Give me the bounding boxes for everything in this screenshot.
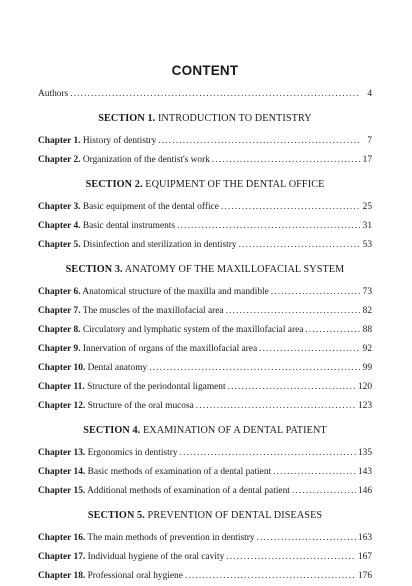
dot-leader <box>271 283 360 302</box>
chapter-number: Chapter 7. <box>38 306 81 316</box>
toc-title: CONTENT <box>171 63 239 78</box>
page-number: 146 <box>357 486 372 496</box>
chapter-number: Chapter 15. <box>38 486 86 496</box>
section-heading <box>38 416 372 444</box>
dot-leader <box>292 482 356 501</box>
dot-leader <box>305 321 360 340</box>
toc-entry-chapter[interactable] <box>38 217 372 236</box>
section-heading <box>38 104 372 132</box>
toc-entry-chapter[interactable] <box>38 340 372 359</box>
chapter-title: The main methods of prevention in dentistry <box>87 533 255 543</box>
chapter-number: Chapter 1. <box>38 136 81 146</box>
section-title: ANATOMY OF THE MAXILLOFACIAL SYSTEM <box>124 264 345 275</box>
chapter-title: Innervation of organs of the maxillofacial area <box>82 344 258 354</box>
chapter-number: Chapter 5. <box>38 240 81 250</box>
entry-label <box>38 444 178 463</box>
dot-leader <box>212 151 360 170</box>
chapter-title: Basic equipment of the dental office <box>82 202 219 212</box>
dot-leader <box>185 567 356 586</box>
chapter-title: Additional methods of examination of a dental patient <box>87 486 290 496</box>
page-number: 163 <box>357 533 372 543</box>
page-number: 7 <box>367 136 372 146</box>
dot-leader <box>177 217 360 236</box>
page-number: 88 <box>362 325 372 335</box>
section-heading <box>38 170 372 198</box>
chapter-number: Chapter 18. <box>38 571 86 581</box>
chapter-number: Chapter 9. <box>38 344 81 354</box>
dot-leader <box>239 236 360 255</box>
chapter-title: Basic methods of examination of a dental patient <box>87 467 272 477</box>
page-number: 167 <box>357 552 372 562</box>
toc-entry-chapter[interactable] <box>38 359 372 378</box>
entry-label <box>38 397 194 416</box>
chapter-title: Circulatory and lymphatic system of the maxillofacial area <box>82 325 304 335</box>
chapter-title: Structure of the periodontal ligament <box>87 382 226 392</box>
page-number: 120 <box>357 382 372 392</box>
entry-label <box>38 378 226 397</box>
section-number: SECTION 5. <box>87 510 145 521</box>
toc-entry-chapter[interactable] <box>38 321 372 340</box>
entry-label <box>38 567 183 586</box>
page-number: 143 <box>357 467 372 477</box>
entry-label <box>38 321 303 340</box>
chapter-number: Chapter 17. <box>38 552 86 562</box>
page-number: 17 <box>362 155 372 165</box>
page-number: 123 <box>357 401 372 411</box>
toc-entry-chapter[interactable] <box>38 567 372 586</box>
entry-label: Authors <box>38 89 69 99</box>
toc-entry-chapter[interactable] <box>38 529 372 548</box>
page-number: 53 <box>362 240 372 250</box>
toc-entry-chapter[interactable] <box>38 151 372 170</box>
entry-label <box>38 482 290 501</box>
toc-entry-chapter[interactable] <box>38 397 372 416</box>
chapter-title: Structure of the oral mucosa <box>87 401 194 411</box>
page-number: 4 <box>367 89 372 99</box>
chapter-title: Ergonomics in dentistry <box>87 448 178 458</box>
chapter-number: Chapter 2. <box>38 155 81 165</box>
chapter-number: Chapter 8. <box>38 325 81 335</box>
toc-entry-chapter[interactable] <box>38 236 372 255</box>
page-number: 31 <box>362 221 372 231</box>
toc-entry-chapter[interactable] <box>38 283 372 302</box>
dot-leader <box>180 444 356 463</box>
dot-leader <box>257 529 356 548</box>
toc-entry-chapter[interactable] <box>38 444 372 463</box>
toc-entry-chapter[interactable] <box>38 463 372 482</box>
chapter-number: Chapter 3. <box>38 202 81 212</box>
section-number: SECTION 2. <box>85 179 143 190</box>
entry-label <box>38 340 257 359</box>
toc-entry-chapter[interactable] <box>38 378 372 397</box>
chapter-title: Disinfection and sterilization in dentistry <box>82 240 237 250</box>
chapter-number: Chapter 10. <box>38 363 86 373</box>
toc-entry-chapter[interactable] <box>38 548 372 567</box>
toc-entry-chapter[interactable] <box>38 132 372 151</box>
dot-leader <box>226 548 356 567</box>
section-title: EQUIPMENT OF THE DENTAL OFFICE <box>145 179 325 190</box>
section-heading <box>38 501 372 529</box>
dot-leader <box>149 359 360 378</box>
chapter-title: History of dentistry <box>82 136 157 146</box>
toc-entry-chapter[interactable] <box>38 482 372 501</box>
section-heading <box>38 255 372 283</box>
entry-label <box>38 198 219 217</box>
dot-leader <box>221 198 360 217</box>
page-number: 25 <box>362 202 372 212</box>
section-number: SECTION 1. <box>98 113 156 124</box>
chapter-number: Chapter 14. <box>38 467 86 477</box>
chapter-number: Chapter 12. <box>38 401 86 411</box>
entry-label <box>38 283 269 302</box>
table-of-contents <box>38 62 372 586</box>
chapter-number: Chapter 6. <box>38 287 81 297</box>
entry-label <box>38 236 237 255</box>
chapter-title: Anatomical structure of the maxilla and mandible <box>82 287 269 297</box>
entry-label <box>38 132 156 151</box>
chapter-title: Dental anatomy <box>87 363 148 373</box>
page-number: 99 <box>362 363 372 373</box>
toc-sections <box>38 104 372 586</box>
chapter-title: Organization of the dentist's work <box>82 155 210 165</box>
chapter-title: Basic dental instruments <box>82 221 176 231</box>
chapter-title: Professional oral hygiene <box>87 571 183 581</box>
entry-label <box>38 151 210 170</box>
entry-label <box>38 217 175 236</box>
dot-leader <box>259 340 360 359</box>
chapter-title: Individual hygiene of the oral cavity <box>87 552 225 562</box>
chapter-number: Chapter 4. <box>38 221 81 231</box>
toc-entry-chapter[interactable] <box>38 302 372 321</box>
chapter-number: Chapter 13. <box>38 448 86 458</box>
chapter-number: Chapter 11. <box>38 382 85 392</box>
entry-label <box>38 463 271 482</box>
section-number: SECTION 3. <box>65 264 123 275</box>
dot-leader <box>228 378 356 397</box>
page-number: 176 <box>357 571 372 581</box>
section-title: EXAMINATION OF A DENTAL PATIENT <box>142 425 327 436</box>
dot-leader <box>196 397 356 416</box>
section-title: INTRODUCTION TO DENTISTRY <box>157 113 312 124</box>
toc-entry-authors[interactable] <box>38 85 372 104</box>
entry-label <box>38 548 224 567</box>
chapter-title: The muscles of the maxillofacial area <box>82 306 224 316</box>
page-number: 73 <box>362 287 372 297</box>
toc-entry-chapter[interactable] <box>38 198 372 217</box>
section-number: SECTION 4. <box>83 425 141 436</box>
dot-leader <box>226 302 360 321</box>
entry-label <box>38 359 147 378</box>
section-title: PREVENTION OF DENTAL DISEASES <box>147 510 323 521</box>
entry-label <box>38 529 255 548</box>
dot-leader <box>70 85 360 104</box>
page-number: 92 <box>362 344 372 354</box>
page-number: 82 <box>362 306 372 316</box>
chapter-number: Chapter 16. <box>38 533 86 543</box>
dot-leader <box>273 463 356 482</box>
entry-label <box>38 302 224 321</box>
page-number: 135 <box>357 448 372 458</box>
dot-leader <box>158 132 360 151</box>
